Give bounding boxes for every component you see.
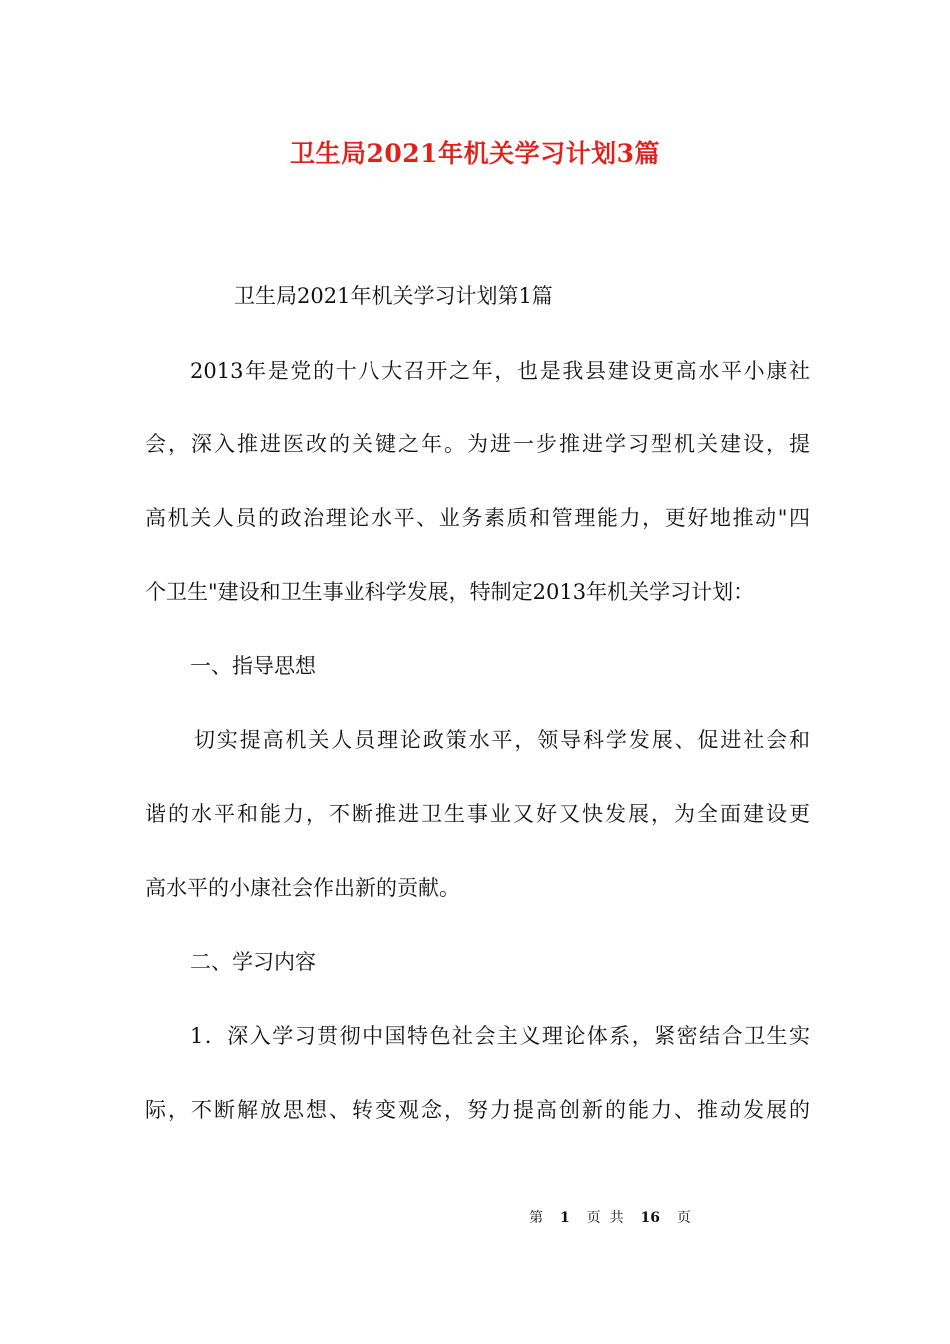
paragraph-line: 高机关人员的政治理论水平、业务素质和管理能力，更好地推动"四: [145, 506, 810, 530]
footer-suffix: 页: [676, 1210, 691, 1226]
footer-prefix: 第: [529, 1210, 544, 1226]
footer-current-page: 1: [560, 1210, 570, 1226]
page-footer: [0, 1208, 950, 1228]
section-subtitle: 卫生局2021年机关学习计划第1篇: [234, 284, 553, 308]
paragraph-line: 高水平的小康社会作出新的贡献。: [145, 876, 460, 900]
section-heading: 一、指导思想: [190, 654, 316, 678]
paragraph-line: 会，深入推进医改的关键之年。为进一步推进学习型机关建设，提: [145, 432, 810, 456]
section-heading: 二、学习内容: [190, 950, 316, 974]
paragraph-line: 谐的水平和能力，不断推进卫生事业又好又快发展，为全面建设更: [145, 802, 810, 826]
paragraph-line: 1．深入学习贯彻中国特色社会主义理论体系，紧密结合卫生实: [190, 1024, 810, 1048]
document-title: 卫生局2021年机关学习计划3篇: [290, 139, 660, 168]
footer-mid: 页 共: [586, 1210, 624, 1226]
footer-total-pages: 16: [640, 1210, 660, 1226]
paragraph-line: 切实提高机关人员理论政策水平，领导科学发展、促进社会和: [194, 728, 810, 752]
paragraph-line: 2013年是党的十八大召开之年，也是我县建设更高水平小康社: [190, 359, 810, 383]
paragraph-line: 个卫生"建设和卫生事业科学发展，特制定2013年机关学习计划：: [145, 580, 755, 604]
paragraph-line: 际，不断解放思想、转变观念，努力提高创新的能力、推动发展的: [145, 1098, 810, 1122]
